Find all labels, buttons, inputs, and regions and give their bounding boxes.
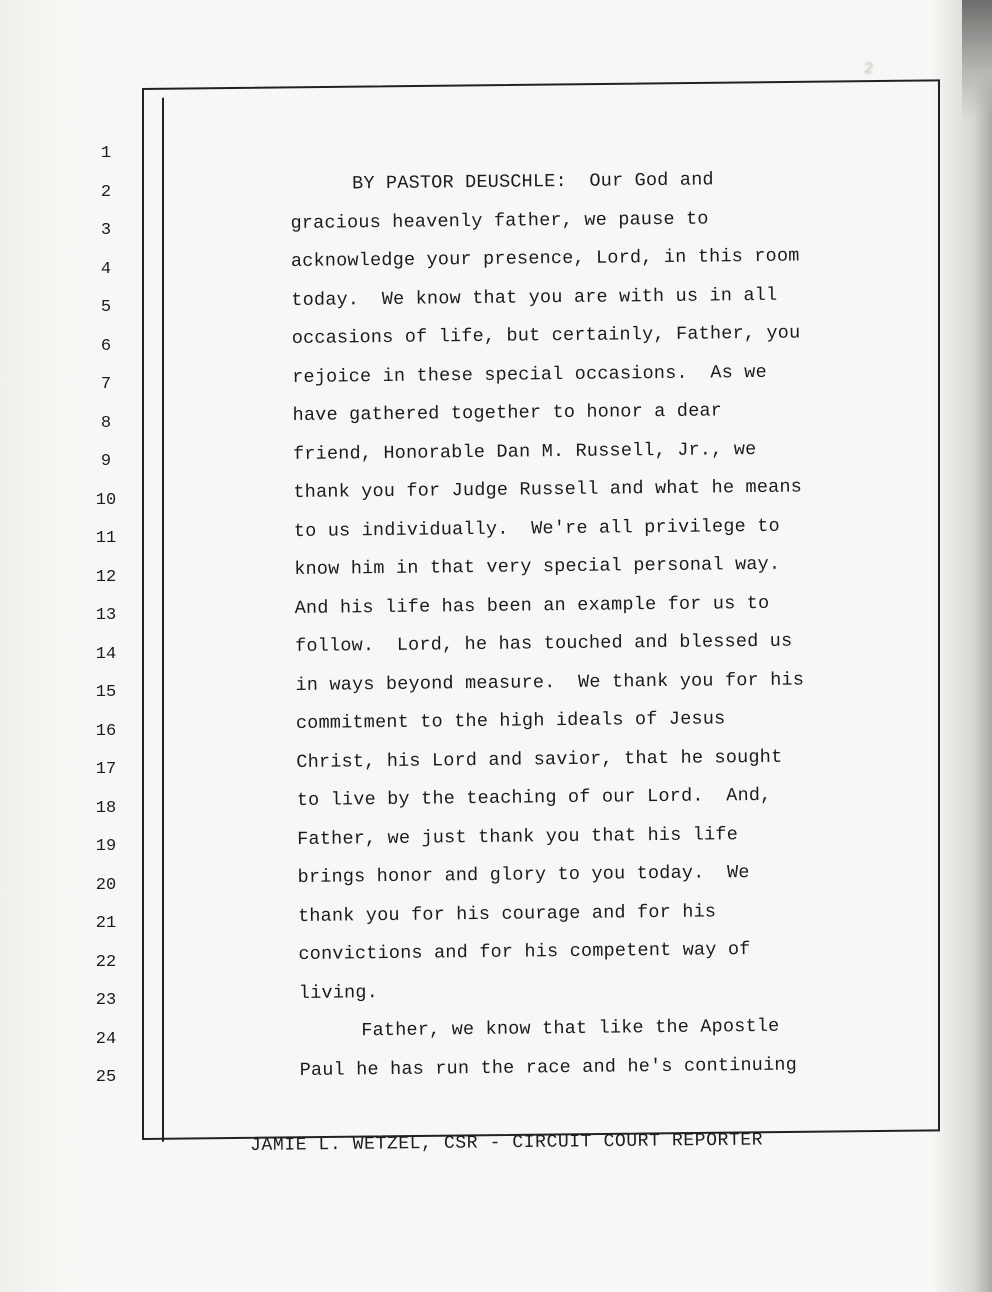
transcript-line: rejoice in these special occasions. As we bbox=[292, 361, 767, 388]
transcript-line: gracious heavenly father, we pause to bbox=[290, 207, 709, 234]
transcript-line: to live by the teaching of our Lord. And, bbox=[296, 784, 772, 811]
line-number: 14 bbox=[95, 644, 117, 664]
line-number: 4 bbox=[100, 259, 112, 279]
transcript-line: have gathered together to honor a dear bbox=[292, 400, 723, 426]
transcript-line: Father, we know that like the Apostle bbox=[361, 1015, 780, 1042]
transcript-line: thank you for Judge Russell and what he means bbox=[293, 476, 803, 503]
line-number: 25 bbox=[95, 1068, 117, 1087]
transcript-line: acknowledge your presence, Lord, in this room bbox=[290, 245, 800, 272]
transcript-line: in ways beyond measure. We thank you for his bbox=[295, 668, 805, 696]
transcript-line: follow. Lord, he has touched and blessed us bbox=[294, 630, 793, 657]
transcript-line: occasions of life, but certainly, Father, you bbox=[291, 322, 801, 349]
transcript-line: BY PASTOR DEUSCHLE: Our God and bbox=[351, 169, 714, 195]
line-number: 21 bbox=[95, 914, 117, 933]
transcript-line: And his life has been an example for us to bbox=[294, 592, 770, 619]
line-number: 2 bbox=[100, 182, 112, 202]
line-number: 16 bbox=[95, 721, 117, 741]
transcript-line: convictions and for his competent way of bbox=[298, 939, 751, 965]
line-number: 23 bbox=[95, 991, 117, 1010]
line-number: 1 bbox=[100, 144, 112, 163]
transcript-line: today. We know that you are with us in all bbox=[291, 284, 778, 311]
page-number: 2 bbox=[864, 60, 874, 78]
line-number: 15 bbox=[95, 683, 117, 702]
line-number-column bbox=[86, 144, 126, 1107]
transcript-line: friend, Honorable Dan M. Russell, Jr., we bbox=[292, 438, 757, 465]
line-number: 3 bbox=[100, 221, 112, 240]
line-number: 7 bbox=[100, 375, 112, 394]
transcript-line: Father, we just thank you that his life bbox=[297, 823, 739, 850]
transcript-body bbox=[290, 168, 900, 1098]
line-number: 6 bbox=[100, 336, 112, 356]
line-number: 9 bbox=[100, 452, 112, 471]
line-number: 5 bbox=[100, 298, 112, 317]
transcript-line: living. bbox=[298, 981, 379, 1004]
transcript-line: thank you for his courage and for his bbox=[297, 900, 717, 927]
line-number: 10 bbox=[95, 490, 117, 510]
line-number: 22 bbox=[95, 952, 117, 972]
line-number: 18 bbox=[95, 798, 117, 818]
reporter-footer: JAMIE L. WETZEL, CSR - CIRCUIT COURT REPORTER bbox=[250, 1130, 764, 1156]
transcript-line: commitment to the high ideals of Jesus bbox=[295, 708, 726, 734]
scan-right-shadow bbox=[932, 0, 992, 1292]
line-number: 19 bbox=[95, 837, 117, 856]
scan-left-margin bbox=[0, 0, 78, 1292]
transcript-line: to us individually. We're all privilege to bbox=[293, 515, 780, 542]
line-number: 24 bbox=[95, 1029, 117, 1049]
line-number: 12 bbox=[95, 567, 117, 587]
scan-corner-shadow bbox=[962, 0, 992, 120]
transcript-frame-gutter bbox=[142, 98, 164, 1142]
transcript-line: brings honor and glory to you today. We bbox=[297, 862, 750, 888]
line-number: 11 bbox=[95, 529, 117, 548]
line-number: 8 bbox=[100, 413, 112, 433]
line-number: 17 bbox=[95, 760, 117, 779]
line-number: 20 bbox=[95, 875, 117, 895]
transcript-line: Paul he has run the race and he's continuing bbox=[299, 1054, 798, 1081]
transcript-line: Christ, his Lord and savior, that he sought bbox=[296, 746, 783, 773]
line-number: 13 bbox=[95, 606, 117, 625]
transcript-line: know him in that very special personal way. bbox=[294, 553, 781, 580]
